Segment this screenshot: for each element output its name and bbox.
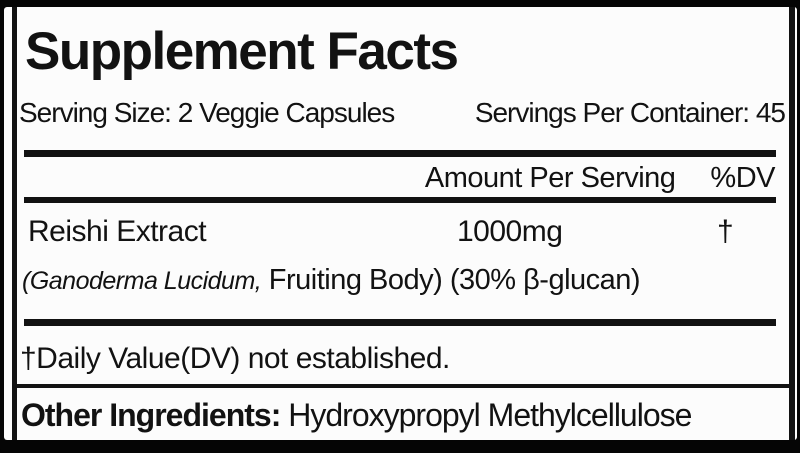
divider-above-footnote xyxy=(24,319,776,326)
column-headers xyxy=(17,160,789,196)
ingredient-amount: 1000mg xyxy=(457,215,563,249)
divider-top-thick xyxy=(24,150,776,157)
ingredient-latin-name: (Ganoderma Lucidum, xyxy=(22,267,262,296)
page-title: Supplement Facts xyxy=(25,22,458,81)
other-ingredients-value: Hydroxypropyl Methylcellulose xyxy=(280,397,692,434)
servings-per-container-text: Servings Per Container: 45 xyxy=(474,97,785,129)
ingredient-name: Reishi Extract xyxy=(28,215,207,249)
daily-value-footnote: †Daily Value(DV) not established. xyxy=(20,342,450,376)
ingredient-dv: † xyxy=(717,215,734,249)
amount-per-serving-header: Amount Per Serving xyxy=(424,162,676,195)
label-paper xyxy=(4,7,797,440)
serving-size-text: Serving Size: 2 Veggie Capsules xyxy=(19,97,395,129)
supplement-facts-panel xyxy=(12,7,795,440)
table-row xyxy=(17,213,789,251)
ingredient-detail-rest: Fruiting Body) (30% β-glucan) xyxy=(268,264,641,297)
ingredient-detail xyxy=(17,259,789,302)
divider-under-headers xyxy=(24,197,776,203)
serving-info xyxy=(17,95,789,131)
other-ingredients-label: Other Ingredients: xyxy=(21,397,281,434)
dv-header: %DV xyxy=(710,162,775,195)
other-ingredients-section xyxy=(17,384,789,440)
